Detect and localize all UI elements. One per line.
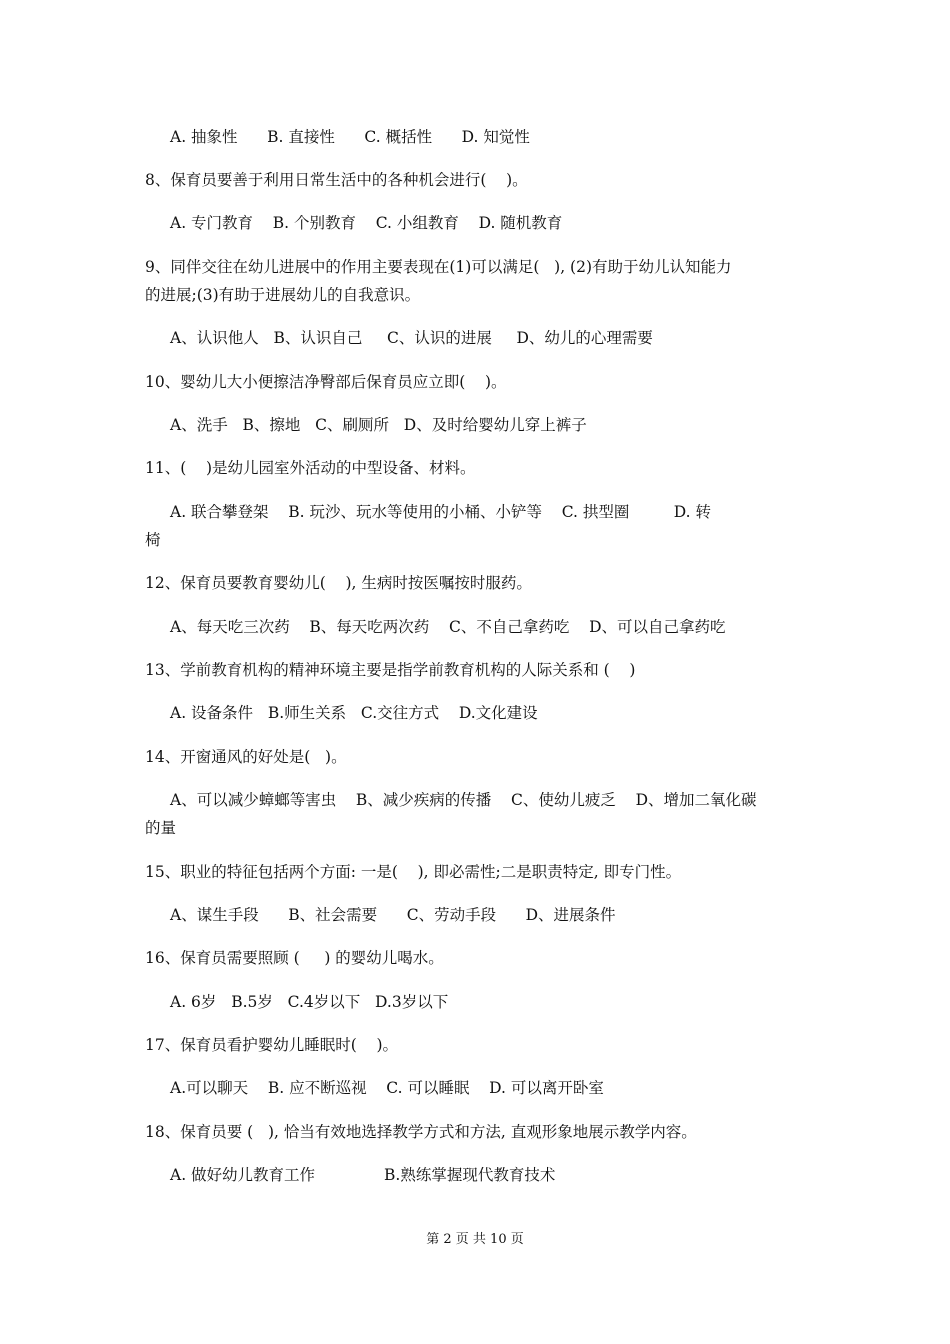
options-q7: A. 抽象性 B. 直接性 C. 概括性 D. 知觉性 (170, 128, 530, 146)
options-q11: A. 联合攀登架 B. 玩沙、玩水等使用的小桶、小铲等 C. 拱型圈 D. 转 (170, 503, 711, 521)
question-9-cont: 的进展;(3)有助于进展幼儿的自我意识。 (145, 286, 421, 304)
question-16: 16、保育员需要照顾 ( ) 的婴幼儿喝水。 (145, 949, 444, 967)
options-q12: A、每天吃三次药 B、每天吃两次药 C、不自己拿药吃 D、可以自己拿药吃 (170, 618, 726, 636)
options-q8: A. 专门教育 B. 个别教育 C. 小组教育 D. 随机教育 (170, 214, 563, 232)
options-q11-cont: 椅 (145, 531, 161, 549)
options-q17: A.可以聊天 B. 应不断巡视 C. 可以睡眠 D. 可以离开卧室 (170, 1079, 604, 1097)
question-9: 9、同伴交往在幼儿进展中的作用主要表现在(1)可以满足( ), (2)有助于幼儿认知能力 (145, 258, 732, 276)
options-q16: A. 6岁 B.5岁 C.4岁以下 D.3岁以下 (170, 993, 449, 1011)
question-8: 8、保育员要善于利用日常生活中的各种机会进行( )。 (145, 171, 528, 189)
options-q18: A. 做好幼儿教育工作 B.熟练掌握现代教育技术 (170, 1166, 556, 1184)
options-q14-cont: 的量 (145, 819, 177, 837)
options-q10: A、洗手 B、擦地 C、刷厕所 D、及时给婴幼儿穿上裤子 (170, 416, 587, 434)
question-12: 12、保育员要教育婴幼儿( ), 生病时按医嘱按时服药。 (145, 574, 532, 592)
question-17: 17、保育员看护婴幼儿睡眠时( )。 (145, 1036, 399, 1054)
question-13: 13、学前教育机构的精神环境主要是指学前教育机构的人际关系和 ( ) (145, 661, 636, 679)
question-15: 15、职业的特征包括两个方面: 一是( ), 即必需性;二是职责特定, 即专门性。 (145, 863, 682, 881)
question-11: 11、( )是幼儿园室外活动的中型设备、材料。 (145, 459, 476, 477)
options-q15: A、谋生手段 B、社会需要 C、劳动手段 D、进展条件 (170, 906, 616, 924)
question-18: 18、保育员要 ( ), 恰当有效地选择教学方式和方法, 直观形象地展示教学内容。 (145, 1123, 697, 1141)
page-footer: 第 2 页 共 10 页 (426, 1232, 524, 1247)
options-q14: A、可以减少蟑螂等害虫 B、减少疾病的传播 C、使幼儿疲乏 D、增加二氧化碳 (170, 791, 757, 809)
options-q13: A. 设备条件 B.师生关系 C.交往方式 D.文化建设 (170, 704, 538, 722)
question-10: 10、婴幼儿大小便擦洁净臀部后保育员应立即( )。 (145, 373, 507, 391)
options-q9: A、认识他人 B、认识自己 C、认识的进展 D、幼儿的心理需要 (170, 329, 653, 347)
question-14: 14、开窗通风的好处是( )。 (145, 748, 347, 766)
